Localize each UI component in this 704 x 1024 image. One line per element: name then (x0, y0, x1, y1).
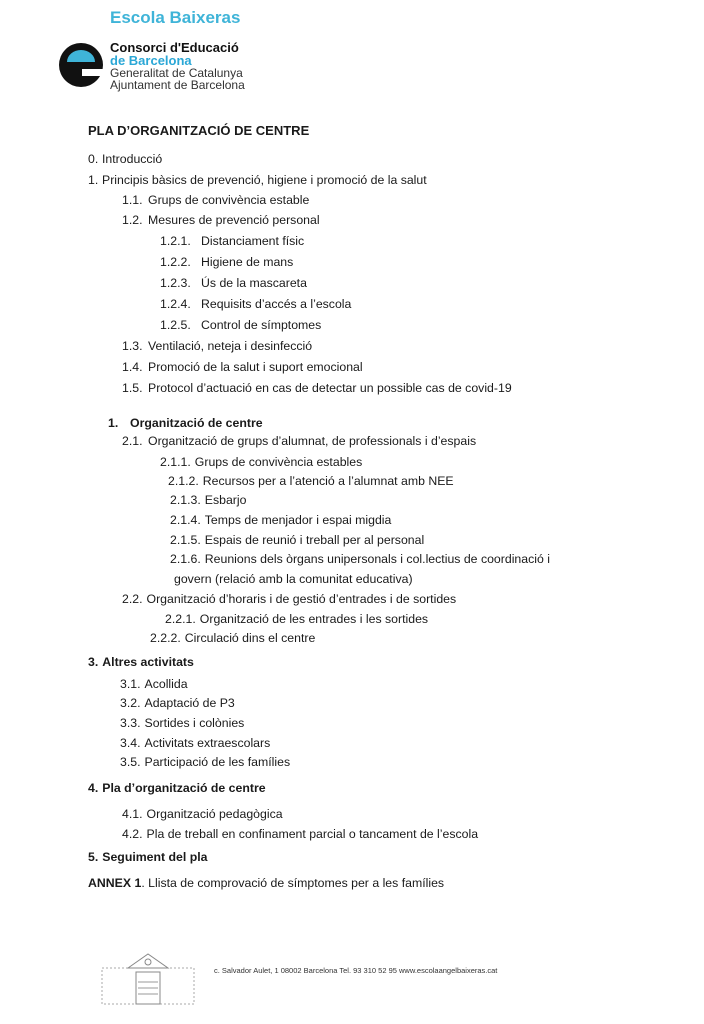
toc-entry-number: 1.2.3. (160, 276, 191, 290)
toc-entry-text: Espais de reunió i treball per al personal (204, 533, 425, 547)
toc-entry (122, 339, 312, 353)
toc-entry-number: 3.2. (120, 696, 141, 710)
toc-entry (120, 755, 290, 769)
toc-entry-number: 0. (88, 152, 99, 166)
toc-entry (170, 513, 391, 527)
toc-entry (122, 360, 363, 374)
toc-entry (170, 493, 246, 507)
toc-entry (88, 781, 266, 795)
toc-entry (88, 876, 444, 890)
toc-entry-text: Requisits d’accés a l’escola (201, 297, 352, 311)
toc-entry-number: 3.4. (120, 736, 141, 750)
consorci-logo-icon (58, 42, 104, 88)
toc-entry-text: Organització d’horaris i de gestió d’entrades i de sortides (146, 592, 457, 606)
toc-entry-text: Protocol d’actuació en cas de detectar un possible cas de covid-19 (148, 381, 512, 395)
org-ajuntament: Ajuntament de Barcelona (110, 78, 245, 92)
toc-entry-number: ANNEX 1 (88, 876, 142, 890)
toc-entry (170, 572, 413, 586)
org-city: de Barcelona (110, 53, 192, 68)
toc-entry-number: 2.1.1. (160, 455, 191, 469)
toc-entry (170, 533, 424, 547)
org-name: Consorci d'Educació (110, 40, 239, 55)
toc-entry-text: Organització pedagògica (146, 807, 283, 821)
toc-entry-number: 2.1.6. (170, 552, 201, 566)
toc-entry-text: Seguiment del pla (102, 850, 208, 864)
toc-entry (122, 807, 283, 821)
toc-entry-number: 2.1.4. (170, 513, 201, 527)
toc-entry (120, 677, 188, 691)
toc-entry-number: 1.1. (122, 193, 143, 207)
toc-entry-number: 2.1.5. (170, 533, 201, 547)
toc-entry-text: Adaptació de P3 (144, 696, 235, 710)
toc-entry (122, 381, 512, 395)
toc-entry-text: Acollida (144, 677, 188, 691)
org-generalitat: Generalitat de Catalunya (110, 66, 243, 80)
toc-entry (170, 552, 550, 566)
toc-entry-text: Sortides i colònies (144, 716, 245, 730)
toc-entry-text: Altres activitats (102, 655, 194, 669)
toc-entry-text: Pla d’organització de centre (102, 781, 266, 795)
toc-entry-number: 1.2.1. (160, 234, 191, 248)
toc-entry-text: Ventilació, neteja i desinfecció (148, 339, 313, 353)
school-name: Escola Baixeras (110, 8, 241, 27)
toc-entry-text: Control de símptomes (201, 318, 322, 332)
toc-entry-text: Circulació dins el centre (184, 631, 316, 645)
toc-entry-number: 1.3. (122, 339, 143, 353)
toc-entry-number: 1.4. (122, 360, 143, 374)
toc-entry-text: Recursos per a l’atenció a l’alumnat amb NEE (202, 474, 454, 488)
toc-entry (88, 655, 194, 669)
toc-entry (160, 276, 307, 290)
toc-entry-text: Organització de les entrades i les sortides (199, 612, 429, 626)
toc-entry-text: Reunions dels òrgans unipersonals i col.lectius de coordinació i (204, 552, 550, 566)
toc-entry (122, 827, 478, 841)
toc-entry-text: Introducció (102, 152, 163, 166)
toc-entry-number: 1.2.2. (160, 255, 191, 269)
toc-entry (122, 592, 456, 606)
toc-entry-text: Promoció de la salut i suport emocional (148, 360, 363, 374)
toc-entry-text: Distanciament físic (201, 234, 305, 248)
toc-entry-number: 3. (88, 655, 99, 669)
toc-entry-number: 5. (88, 850, 99, 864)
toc-entry-number: 2.2. (122, 592, 143, 606)
toc-entry (120, 696, 235, 710)
toc-entry (160, 255, 293, 269)
toc-entry-number: 2.1. (122, 434, 143, 448)
toc-entry-number: 1.2.4. (160, 297, 191, 311)
toc-entry (168, 474, 454, 488)
toc-entry (88, 850, 208, 864)
toc-entry-text: Temps de menjador i espai migdia (204, 513, 392, 527)
toc-entry-number: 3.3. (120, 716, 141, 730)
toc-entry-number: 1.2. (122, 213, 143, 227)
toc-entry-text: Grups de convivència estables (194, 455, 363, 469)
toc-entry-text: Organització de centre (130, 416, 263, 430)
toc-entry-number: 3.5. (120, 755, 141, 769)
page-title: PLA D’ORGANITZACIÓ DE CENTRE (88, 123, 310, 138)
toc-entry-text: Higiene de mans (201, 255, 294, 269)
toc-entry (160, 455, 362, 469)
toc-entry-text: Principis bàsics de prevenció, higiene i promoció de la salut (102, 173, 427, 187)
toc-entry-text: . Llista de comprovació de símptomes per a les famílies (141, 876, 445, 890)
footer-address: c. Salvador Aulet, 1 08002 Barcelona Tel. 93 310 52 95 www.escolaangelbaixeras.cat (214, 966, 498, 975)
toc-entry-number: 1.5. (122, 381, 143, 395)
toc-entry (150, 631, 315, 645)
toc-entry (88, 152, 162, 166)
toc-entry (165, 612, 428, 626)
toc-entry-number: 1. (108, 416, 119, 430)
toc-entry-number: 1.2.5. (160, 318, 191, 332)
toc-entry (160, 297, 351, 311)
toc-entry-text: Grups de convivència estable (148, 193, 310, 207)
toc-entry (120, 716, 244, 730)
toc-entry (160, 234, 304, 248)
toc-entry-number: 2.2.1. (165, 612, 196, 626)
toc-entry-number: 1. (88, 173, 99, 187)
toc-entry-number: 2.1.2. (168, 474, 199, 488)
toc-entry-number: 3.1. (120, 677, 141, 691)
toc-entry-number: 2.2.2. (150, 631, 181, 645)
toc-entry (108, 416, 263, 430)
toc-entry-text: Esbarjo (204, 493, 247, 507)
school-building-drawing-icon (100, 948, 196, 1006)
toc-entry-text: Organització de grups d’alumnat, de professionals i d’espais (148, 434, 477, 448)
toc-entry-text: Participació de les famílies (144, 755, 291, 769)
toc-entry-number: 2.1.3. (170, 493, 201, 507)
toc-entry (88, 173, 427, 187)
toc-entry (120, 736, 270, 750)
toc-entry-text: govern (relació amb la comunitat educativa) (174, 572, 413, 586)
toc-entry-number: 4.1. (122, 807, 143, 821)
toc-entry-number: 4. (88, 781, 99, 795)
toc-entry-text: Activitats extraescolars (144, 736, 271, 750)
toc-entry (122, 434, 476, 448)
toc-entry (122, 193, 309, 207)
toc-entry (160, 318, 321, 332)
toc-entry-number: 4.2. (122, 827, 143, 841)
toc-entry-text: Pla de treball en confinament parcial o tancament de l’escola (146, 827, 479, 841)
toc-entry-text: Mesures de prevenció personal (148, 213, 320, 227)
toc-entry-text: Ús de la mascareta (201, 276, 307, 290)
toc-entry (122, 213, 320, 227)
